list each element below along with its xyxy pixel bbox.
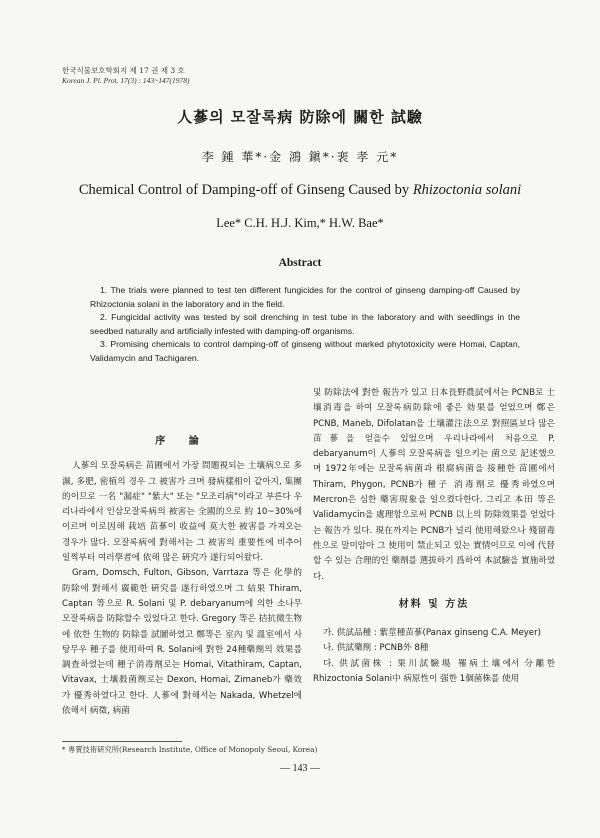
authors-english: Lee* C.H. H.J. Kim,* H.W. Bae* bbox=[216, 216, 384, 230]
journal-name-korean: 한국식물보호학회지 제 17 권 제 3 호 bbox=[62, 66, 185, 75]
methods-item: 다. 供試菌株 : 果川試驗場 罹病土壤에서 分離한 Rhizoctonia Solani中 病原性이 强한 1個菌株를 使用 bbox=[313, 658, 555, 685]
page-number: — 143 — bbox=[280, 763, 320, 774]
abstract-item: 2. Fungicidal activity was tested by soil drenching in test tube in the laboratory and with seedlings in the seedbed naturally and artificially infested with damping-off organisms. bbox=[90, 312, 520, 336]
right-column bbox=[313, 386, 555, 687]
intro-paragraph: Gram, Domsch, Fulton, Gibson, Varrtaza 等은 化學的 防除에 對해서 廣範한 硏究를 遂行하였으며 그 結果 Thiram, Captan 等으로 R. Solani 및 P. debaryanum에 의한 소나무 모잘록病을 防除할수 있었다고 한다. Gregory 等은 拮抗微生物에 依한 生物的 防除를 試圖하였고 鄭等은 室內 및 溫室에서 사탕무우 種子를 使用하여 R. Solani에 對한 24種藥劑의 效果를 調査하였는데 種子消毒劑로는 Homai, Vitathiram, Captan, Vitavax, 土壤殺菌劑로는 Dexon, Homai, Zimaneb가 藥效가 優秀하였다고 한다. 人蔘에 對해서는 Nakada, Whetzel에 依해서 病徵, 病菌 bbox=[62, 568, 302, 717]
footnote-rule bbox=[62, 741, 182, 742]
journal-name-english: Korean J. Pl. Prot. 17(3) : 143~147(1978) bbox=[62, 76, 190, 85]
intro-heading: 序 論 bbox=[155, 436, 209, 447]
methods-item: 나. 供試藥劑 : PCNB外 8種 bbox=[323, 643, 429, 654]
title-korean: 人蔘의 모잘록病 防除에 關한 試驗 bbox=[177, 108, 423, 126]
abstract-item: 1. The trials were planned to test ten different fungicides for the control of ginseng damping-off Caused by Rhizoctonia solani in the laboratory and in the field. bbox=[90, 285, 520, 309]
methods-item: 가. 供試品種 : 紫莖種苗蔘(Panax ginseng C.A. Meyer) bbox=[323, 628, 541, 639]
abstract-item: 3. Promising chemicals to control damping-off of ginseng without marked phytotoxicity were Homai, Captan, Validamycin and Tachigaren. bbox=[90, 339, 520, 363]
abstract-body bbox=[90, 284, 520, 366]
left-column bbox=[62, 434, 302, 719]
title-english bbox=[0, 182, 600, 199]
footnote: * 專賣技術硏究所(Research Institute, Office of Monopoly Seoul, Korea) bbox=[62, 745, 318, 754]
intro-paragraph: 人蔘의 모잘록病은 苗圃에서 가장 問題視되는 土壤病으로 多濕, 多肥, 密植의 경우 그 被害가 크며 發病樣相이 같아지, 集團的이므로 一名 "漏症" "紫大" 또는 "모조리病"이라고 부른다 우리나라에서 인삼모잘록病의 被害는 全國的으로 約 10~30%에 이르며 이로因해 栽培 苗蔘이 收益에 莫大한 被害를 가져오는 경우가 많다. 모잘록病에 對해서는 그 被害의 重要性에 비추어 일찍부터 여러學者에 依해 많은 硏究가 遂行되어왔다. bbox=[62, 461, 302, 564]
right-paragraph: 및 防除法에 對한 報告가 있고 日本長野農試에서는 PCNB로 土壤消毒을 하여 모잘록病防除에 좋은 効果를 얻었으며 鄭은 PCNB, Maneb, Difolatan을 土壤灌注法으로 對照區보다 많은 苗蔘을 얻을수 있었으며 우리나라에서 처음으로 P. debaryanum이 人蔘의 모잘록病을 일으키는 菌으로 記述했으며 1972年에는 모잘록病菌과 根腐病菌을 接種한 苗圃에서 Thiram, Phygon, PCNB가 種子 消毒劑로 優秀하였으며 Mercron은 심한 藥害現象을 일으켰다한다. 그리고 本田 等은 Validamycin을 處理함으로써 PCNB 以上의 防除效果를 얻었다는 報告가 있다. 現在까지는 PCNB가 널리 使用해왔으나 殘留毒性으로 말미암아 그 使用이 禁止되고 있는 實情이므로 이에 代替할 수 있는 合理的인 藥劑를 選拔하기 爲하여 本試驗을 實施하였다. bbox=[313, 388, 555, 582]
journal-header bbox=[62, 66, 189, 86]
title-english-main: Chemical Control of Damping-off of Ginseng Caused by bbox=[78, 182, 413, 198]
authors-korean: 李 鍾 華*·金 鴻 鎭*·裵 孝 元* bbox=[201, 150, 399, 164]
methods-heading: 材料 및 方法 bbox=[398, 598, 470, 610]
title-english-organism: Rhizoctonia solani bbox=[412, 182, 522, 198]
abstract-heading: Abstract bbox=[278, 257, 322, 269]
